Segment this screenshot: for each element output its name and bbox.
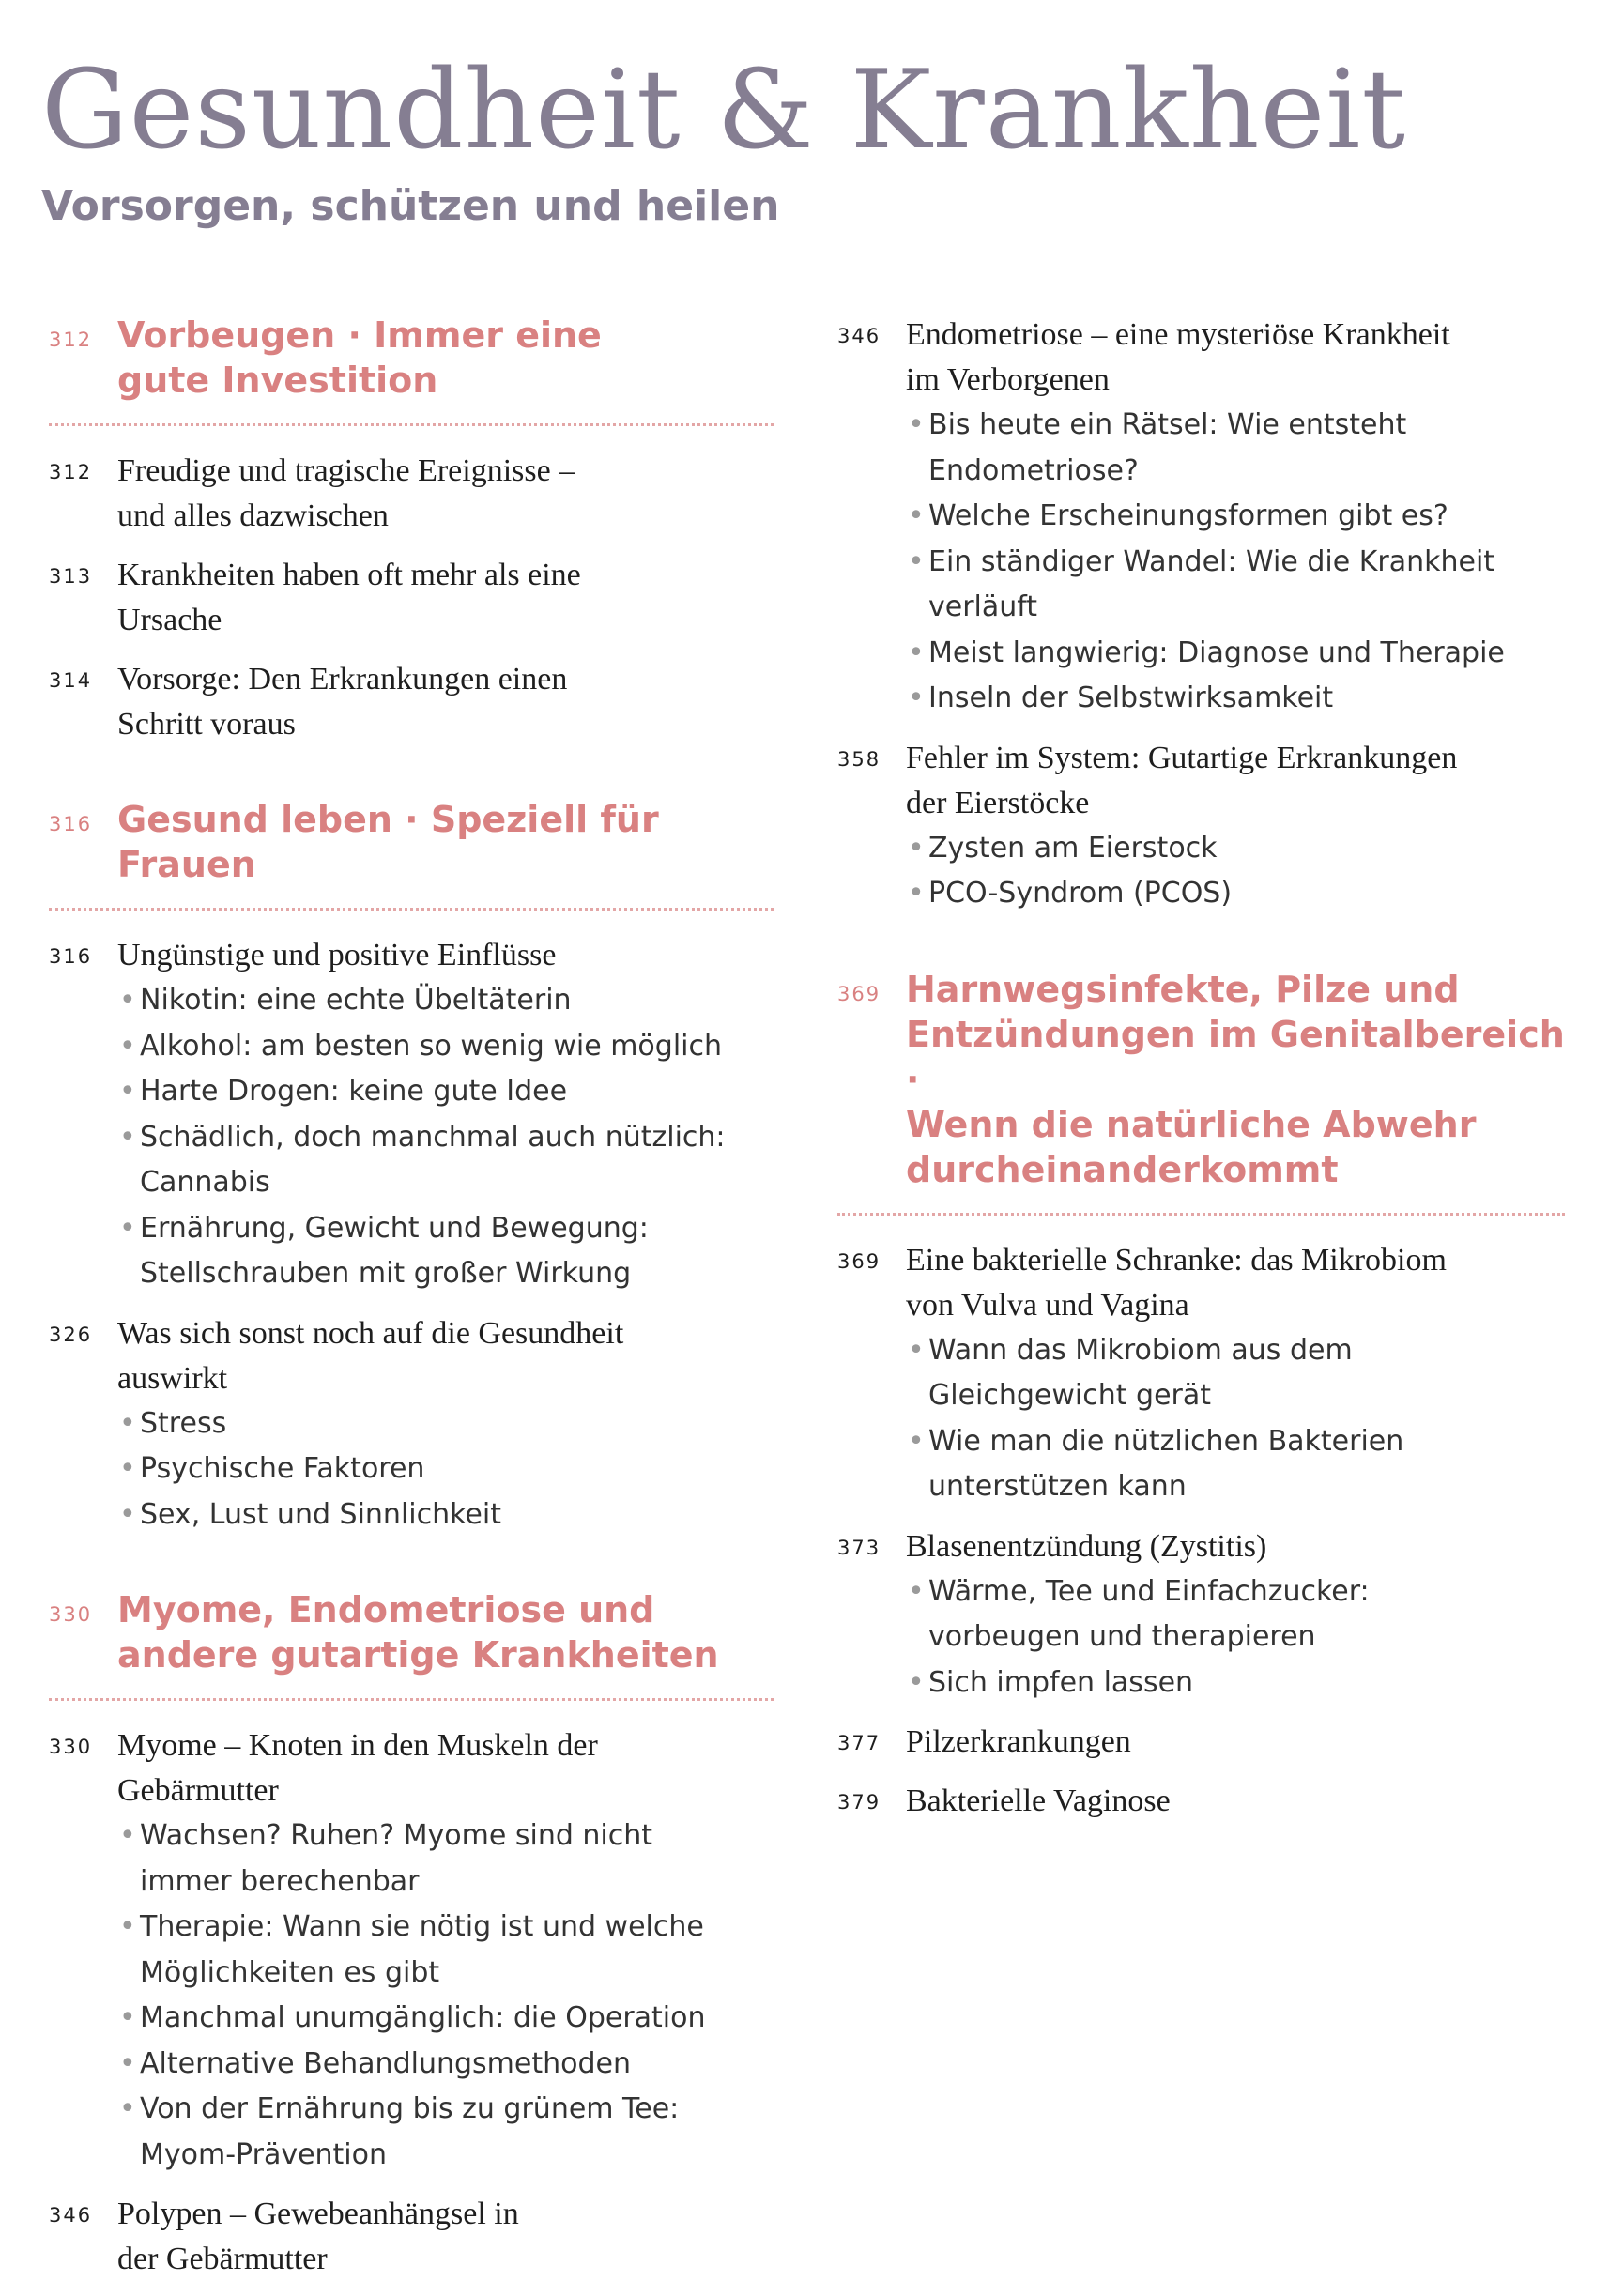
bullet-icon: • xyxy=(908,1665,925,1699)
bullet-icon: • xyxy=(908,635,925,669)
subtopic-item[interactable] xyxy=(117,1814,774,1860)
entry-title-line: im Verborgenen xyxy=(906,362,1110,397)
subtopic-item[interactable] xyxy=(906,631,1565,677)
entry-title-line: Bakterielle Vaginose xyxy=(906,1783,1171,1818)
entry-title-line: der Eierstöcke xyxy=(906,785,1090,820)
subtopic-text: Cannabis xyxy=(140,1166,270,1199)
entry-title xyxy=(117,553,774,643)
section-title-line: gute Investition xyxy=(117,360,438,401)
entry-title xyxy=(117,2192,774,2282)
subtopic-text: Meist langwierig: Diagnose und Therapie xyxy=(928,635,1505,669)
subtopic-list xyxy=(117,1814,774,2178)
bullet-icon: • xyxy=(119,1211,136,1245)
subtopic-text: Gleichgewicht gerät xyxy=(928,1379,1212,1412)
subtopic-item-continuation xyxy=(117,1160,774,1206)
section-title xyxy=(117,797,774,887)
bullet-icon: • xyxy=(119,2001,136,2034)
subtopic-item[interactable] xyxy=(117,1996,774,2042)
subtopic-item[interactable] xyxy=(117,1069,774,1115)
section-title xyxy=(117,1587,774,1677)
section-title-line: andere gutartige Krankheiten xyxy=(117,1634,719,1676)
page-title: Gesundheit & Krankheit xyxy=(41,47,1406,174)
entry-page-number: 346 xyxy=(49,2204,93,2227)
toc-entry[interactable] xyxy=(837,1524,1565,1707)
bullet-icon: • xyxy=(119,1497,136,1531)
subtopic-text: Ernährung, Gewicht und Bewegung: xyxy=(140,1211,649,1245)
subtopic-text: Alternative Behandlungsmethoden xyxy=(140,2046,631,2080)
entry-title-line: Eine bakterielle Schranke: das Mikrobiom xyxy=(906,1242,1447,1278)
entry-title xyxy=(117,657,774,747)
toc-entry[interactable] xyxy=(49,553,774,643)
toc-section-gesund-leben[interactable] xyxy=(49,797,774,887)
entry-page-number: 369 xyxy=(837,1249,881,1273)
subtopic-item[interactable] xyxy=(117,1905,774,1951)
entry-title-line: der Gebärmutter xyxy=(117,2242,328,2276)
subtopic-item-continuation xyxy=(117,1860,774,1906)
section-title-line: Myome, Endometriose und xyxy=(117,1589,655,1630)
entry-title xyxy=(906,1238,1565,1328)
subtopic-item[interactable] xyxy=(117,1401,774,1447)
entry-title xyxy=(117,449,774,539)
section-title xyxy=(906,967,1565,1192)
toc-entry[interactable] xyxy=(837,1238,1565,1510)
subtopic-text: Alkohol: am besten so wenig wie möglich xyxy=(140,1029,723,1063)
bullet-icon: • xyxy=(119,1406,136,1440)
subtopic-text: Ein ständiger Wandel: Wie die Krankheit xyxy=(928,544,1495,578)
subtopic-text: Wärme, Tee und Einfachzucker: xyxy=(928,1574,1370,1608)
subtopic-item[interactable] xyxy=(117,978,774,1024)
entry-page-number: 314 xyxy=(49,669,93,692)
subtopic-text: Endometriose? xyxy=(928,453,1139,487)
subtopic-item[interactable] xyxy=(906,676,1565,722)
subtopic-item[interactable] xyxy=(117,1024,774,1070)
subtopic-list xyxy=(117,1401,774,1538)
toc-entry[interactable] xyxy=(49,449,774,539)
bullet-icon: • xyxy=(908,408,925,441)
subtopic-text: Stellschrauben mit großer Wirkung xyxy=(140,1257,632,1290)
subtopic-text: Bis heute ein Rätsel: Wie entsteht xyxy=(928,408,1407,441)
toc-section-vorbeugen[interactable] xyxy=(49,313,774,403)
entry-title-line: Pilzerkrankungen xyxy=(906,1724,1131,1759)
subtopic-list xyxy=(906,1328,1565,1510)
dotted-divider xyxy=(49,908,774,911)
bullet-icon: • xyxy=(119,2046,136,2080)
entry-title-line: Krankheiten haben oft mehr als eine xyxy=(117,558,581,592)
toc-section-harnwegsinfekte[interactable] xyxy=(837,967,1565,1192)
entry-title xyxy=(117,933,774,978)
section-title xyxy=(117,313,774,403)
section-title-line: Entzündungen im Genitalbereich · xyxy=(906,1013,1565,1100)
section-title-line: Vorbeugen · Immer eine xyxy=(117,314,602,356)
entry-page-number: 330 xyxy=(49,1736,93,1758)
bullet-icon: • xyxy=(119,1120,136,1154)
page-subtitle: Vorsorgen, schützen und heilen xyxy=(41,182,780,230)
entry-title-line: Vorsorge: Den Erkrankungen einen xyxy=(117,662,568,696)
entry-title-line: von Vulva und Vagina xyxy=(906,1287,1189,1323)
subtopic-text: Schädlich, doch manchmal auch nützlich: xyxy=(140,1120,726,1154)
bullet-icon: • xyxy=(908,1574,925,1608)
toc-section-myome[interactable] xyxy=(49,1587,774,1677)
entry-title-line: und alles dazwischen xyxy=(117,498,389,533)
subtopic-text: Harte Drogen: keine gute Idee xyxy=(140,1075,568,1108)
subtopic-text: vorbeugen und therapieren xyxy=(928,1620,1316,1653)
subtopic-text: Inseln der Selbstwirksamkeit xyxy=(928,681,1334,714)
entry-title xyxy=(906,313,1565,403)
subtopic-list xyxy=(906,826,1565,917)
entry-page-number: 373 xyxy=(837,1536,881,1559)
section-title-line: durcheinanderkommt xyxy=(906,1148,1339,1190)
entry-title-line: Endometriose – eine mysteriöse Krankheit xyxy=(906,317,1450,352)
dotted-divider xyxy=(49,423,774,426)
entry-page-number: 379 xyxy=(837,1791,881,1814)
section-page-number: 330 xyxy=(49,1603,93,1626)
subtopic-text: PCO-Syndrom (PCOS) xyxy=(928,877,1233,910)
subtopic-item[interactable] xyxy=(906,1419,1565,1465)
subtopic-text: Von der Ernährung bis zu grünem Tee: xyxy=(140,2092,680,2125)
entry-page-number: 316 xyxy=(49,945,93,968)
subtopic-text: Zysten am Eierstock xyxy=(928,831,1218,865)
subtopic-text: Sex, Lust und Sinnlichkeit xyxy=(140,1497,501,1531)
subtopic-list xyxy=(117,978,774,1297)
bullet-icon: • xyxy=(119,984,136,1017)
bullet-icon: • xyxy=(908,544,925,578)
subtopic-text: Möglichkeiten es gibt xyxy=(140,1955,440,1989)
subtopic-item-continuation xyxy=(906,1615,1565,1661)
entry-title-line: Blasenentzündung (Zystitis) xyxy=(906,1528,1267,1564)
section-title-line: Harnwegsinfekte, Pilze und xyxy=(906,968,1460,1010)
subtopic-text: immer berechenbar xyxy=(140,1864,420,1898)
subtopic-item[interactable] xyxy=(906,540,1565,586)
page-header xyxy=(41,45,1406,231)
subtopic-item-continuation xyxy=(906,585,1565,631)
subtopic-text: Stress xyxy=(140,1406,227,1440)
subtopic-item[interactable] xyxy=(906,494,1565,540)
bullet-icon: • xyxy=(908,499,925,532)
entry-title-line: Ungünstige und positive Einflüsse xyxy=(117,938,557,972)
entry-title-line: Was sich sonst noch auf die Gesundheit xyxy=(117,1315,624,1351)
dotted-divider xyxy=(837,1213,1565,1216)
subtopic-text: Nikotin: eine echte Übeltäterin xyxy=(140,984,572,1017)
subtopic-item[interactable] xyxy=(906,871,1565,917)
subtopic-text: Wann das Mikrobiom aus dem xyxy=(928,1333,1353,1367)
entry-title xyxy=(117,1723,774,1814)
entry-page-number: 377 xyxy=(837,1732,881,1754)
subtopic-item-continuation xyxy=(906,1373,1565,1419)
subtopic-text: Myom-Prävention xyxy=(140,2137,388,2171)
entry-title-line: Fehler im System: Gutartige Erkrankungen xyxy=(906,740,1458,775)
subtopic-item[interactable] xyxy=(117,1446,774,1492)
toc-entry[interactable] xyxy=(837,1779,1565,1824)
toc-entry[interactable] xyxy=(49,933,774,1297)
toc-entry[interactable] xyxy=(49,657,774,747)
subtopic-item-continuation xyxy=(117,1251,774,1297)
bullet-icon: • xyxy=(119,1029,136,1063)
entry-title xyxy=(906,1524,1565,1569)
subtopic-item-continuation xyxy=(117,1951,774,1997)
subtopic-item[interactable] xyxy=(906,1328,1565,1374)
subtopic-item[interactable] xyxy=(906,826,1565,872)
toc-entry[interactable] xyxy=(49,2192,774,2282)
section-title-line: Wenn die natürliche Abwehr xyxy=(906,1103,1477,1145)
toc-entry[interactable] xyxy=(837,1720,1565,1765)
subtopic-list xyxy=(906,403,1565,722)
entry-page-number: 313 xyxy=(49,565,93,588)
subtopic-item[interactable] xyxy=(117,1492,774,1538)
subtopic-list xyxy=(906,1569,1565,1707)
entry-title-line: auswirkt xyxy=(117,1360,228,1396)
entry-title xyxy=(906,736,1565,826)
bullet-icon: • xyxy=(908,1424,925,1458)
subtopic-text: Welche Erscheinungsformen gibt es? xyxy=(928,499,1448,532)
subtopic-text: Therapie: Wann sie nötig ist und welche xyxy=(140,1910,704,1943)
entry-page-number: 326 xyxy=(49,1323,93,1346)
subtopic-item-continuation xyxy=(906,449,1565,495)
bullet-icon: • xyxy=(119,1452,136,1485)
entry-title-line: Freudige und tragische Ereignisse – xyxy=(117,453,575,488)
subtopic-item[interactable] xyxy=(906,403,1565,449)
entry-title-line: Schritt voraus xyxy=(117,707,296,742)
bullet-icon: • xyxy=(908,681,925,714)
subtopic-text: Sich impfen lassen xyxy=(928,1665,1194,1699)
subtopic-item-continuation xyxy=(117,2133,774,2179)
section-title-line: Gesund leben · Speziell für Frauen xyxy=(117,799,659,885)
subtopic-item[interactable] xyxy=(117,1206,774,1252)
section-page-number: 316 xyxy=(49,813,93,835)
subtopic-item[interactable] xyxy=(117,2042,774,2088)
bullet-icon: • xyxy=(908,877,925,910)
subtopic-text: Wachsen? Ruhen? Myome sind nicht xyxy=(140,1819,653,1852)
entry-page-number: 312 xyxy=(49,461,93,483)
bullet-icon: • xyxy=(908,831,925,865)
subtopic-text: Manchmal unumgänglich: die Operation xyxy=(140,2001,706,2034)
subtopic-text: Wie man die nützlichen Bakterien xyxy=(928,1424,1404,1458)
dotted-divider xyxy=(49,1698,774,1701)
section-page-number: 369 xyxy=(837,982,881,1005)
subtopic-item-continuation xyxy=(906,1464,1565,1510)
bullet-icon: • xyxy=(119,2092,136,2125)
entry-page-number: 346 xyxy=(837,325,881,347)
toc-entry[interactable] xyxy=(49,1723,774,2178)
toc-entry[interactable] xyxy=(837,313,1565,722)
entry-title-line: Polypen – Gewebeanhängsel in xyxy=(117,2197,519,2231)
subtopic-item[interactable] xyxy=(906,1569,1565,1615)
section-page-number: 312 xyxy=(49,329,93,351)
subtopic-text: Psychische Faktoren xyxy=(140,1452,425,1485)
entry-title xyxy=(906,1720,1565,1765)
toc-entry[interactable] xyxy=(837,736,1565,917)
toc-left-column xyxy=(49,313,774,2296)
subtopic-item[interactable] xyxy=(906,1661,1565,1707)
subtopic-item[interactable] xyxy=(117,1115,774,1161)
bullet-icon: • xyxy=(119,1910,136,1943)
subtopic-item[interactable] xyxy=(117,2087,774,2133)
bullet-icon: • xyxy=(908,1333,925,1367)
entry-page-number: 358 xyxy=(837,747,881,771)
bullet-icon: • xyxy=(119,1075,136,1108)
subtopic-text: verläuft xyxy=(928,590,1038,623)
entry-title xyxy=(906,1779,1565,1824)
toc-entry[interactable] xyxy=(49,1311,774,1538)
subtopic-text: unterstützen kann xyxy=(928,1470,1187,1503)
toc-right-column xyxy=(837,313,1565,1838)
entry-title-line: Myome – Knoten in den Muskeln der xyxy=(117,1728,598,1763)
bullet-icon: • xyxy=(119,1819,136,1852)
entry-title-line: Gebärmutter xyxy=(117,1773,279,1808)
entry-title xyxy=(117,1311,774,1401)
entry-title-line: Ursache xyxy=(117,603,222,637)
